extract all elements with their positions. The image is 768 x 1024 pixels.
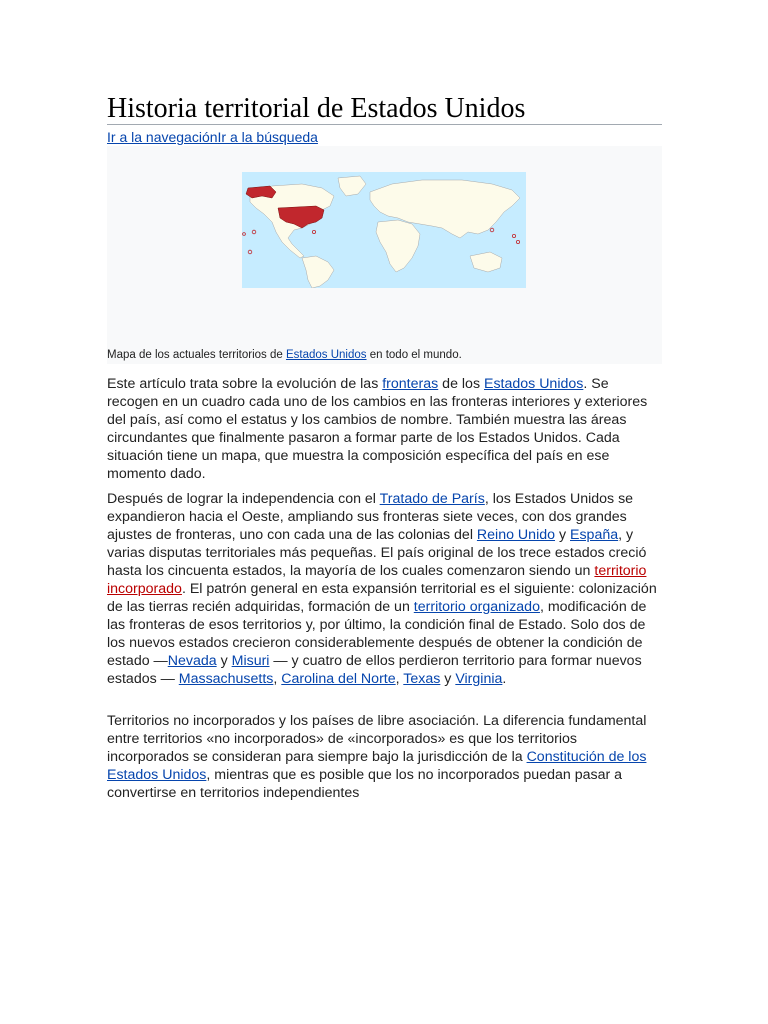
page-title: Historia territorial de Estados Unidos bbox=[107, 93, 526, 124]
body-text: , los Estados Unidos se expandieron hacia el Oeste, ampliando sus fronteras siete veces, con dos grandes ajustes de fronteras, uno con cada una de las colonias del bbox=[107, 491, 634, 543]
body-text: Después de lograr la independencia con el bbox=[107, 491, 380, 507]
body-text: , modificación de las fronteras de esos territorios y, por último, la condición final de Estado. Solo dos de los nuevos estados crecieron considerablemente después de obtener la condición de estado — bbox=[107, 599, 647, 669]
body-text: . El patrón general en esta expansión territorial es el siguiente: colonización de las tierras recién adquiridas, formación de un bbox=[107, 581, 657, 615]
paragraph-territories bbox=[107, 712, 662, 802]
body-text: Este artículo trata sobre la evolución de las bbox=[107, 376, 383, 392]
caption-text: Mapa de los actuales territorios de bbox=[107, 349, 286, 361]
paragraph-expansion bbox=[107, 490, 662, 688]
caption-text-end: en todo el mundo. bbox=[366, 349, 462, 361]
map-caption bbox=[107, 348, 662, 363]
body-text: . Se recogen en un cuadro cada uno de los cambios en las fronteras interiores y exteriores del país, así como el estatus y los cambios de nombre. También muestra las áreas circundantes que finalmente pasaron a formar parte de los Estados Unidos. Cada situación tiene un mapa, que muestra la composición específica del país en ese momento dado. bbox=[107, 376, 648, 482]
body-text: y bbox=[440, 671, 456, 687]
link-tratado-de-paris[interactable]: Tratado de París bbox=[379, 491, 485, 507]
link-virginia[interactable]: Virginia bbox=[455, 671, 503, 687]
link-reino-unido[interactable]: Reino Unido bbox=[476, 527, 556, 543]
world-map[interactable] bbox=[242, 172, 526, 288]
link-estados-unidos[interactable]: Estados Unidos bbox=[483, 376, 584, 392]
body-text: . bbox=[502, 671, 507, 687]
search-link[interactable]: Ir a la búsqueda bbox=[217, 129, 318, 145]
navigation-link[interactable]: Ir a la navegación bbox=[107, 129, 218, 145]
body-text: Territorios no incorporados y los países de libre asociación. La diferencia fundamental entre territorios «no incorporados» de «incorporados» es que los territorios incorporados se consideran para siempre bajo la jurisdicción de la bbox=[107, 713, 647, 765]
link-constitucion[interactable]: Constitución de los Estados Unidos bbox=[107, 749, 647, 783]
body-text: y bbox=[555, 527, 570, 543]
body-text: y bbox=[216, 653, 232, 669]
map-usa-alaska bbox=[246, 186, 276, 198]
body-text: , bbox=[395, 671, 404, 687]
link-fronteras[interactable]: fronteras bbox=[382, 376, 439, 392]
title-divider bbox=[107, 124, 662, 125]
link-texas[interactable]: Texas bbox=[403, 671, 441, 687]
body-text: de los bbox=[438, 376, 484, 392]
link-carolina-del-norte[interactable]: Carolina del Norte bbox=[281, 671, 396, 687]
body-text: — y cuatro de ellos perdieron territorio para formar nuevos estados — bbox=[107, 653, 642, 687]
caption-link-usa[interactable]: Estados Unidos bbox=[285, 349, 367, 361]
link-massachusetts[interactable]: Massachusetts bbox=[178, 671, 274, 687]
body-text: , mientras que es posible que los no incorporados puedan pasar a convertirse en territorios independientes bbox=[107, 767, 623, 801]
jump-links bbox=[107, 128, 318, 146]
link-nevada[interactable]: Nevada bbox=[167, 653, 217, 669]
body-text: , y varias disputas territoriales más pequeñas. El país original de los trece estados creció hasta los cincuenta estados, la mayoría de los cuales comenzaron siendo un bbox=[107, 527, 647, 579]
link-misuri[interactable]: Misuri bbox=[231, 653, 270, 669]
link-espana[interactable]: España bbox=[570, 527, 619, 543]
body-text: , bbox=[273, 671, 282, 687]
link-territorio-incorporado[interactable]: territorio incorporado bbox=[107, 563, 647, 597]
link-territorio-organizado[interactable]: territorio organizado bbox=[413, 599, 540, 615]
paragraph-intro bbox=[107, 375, 662, 483]
